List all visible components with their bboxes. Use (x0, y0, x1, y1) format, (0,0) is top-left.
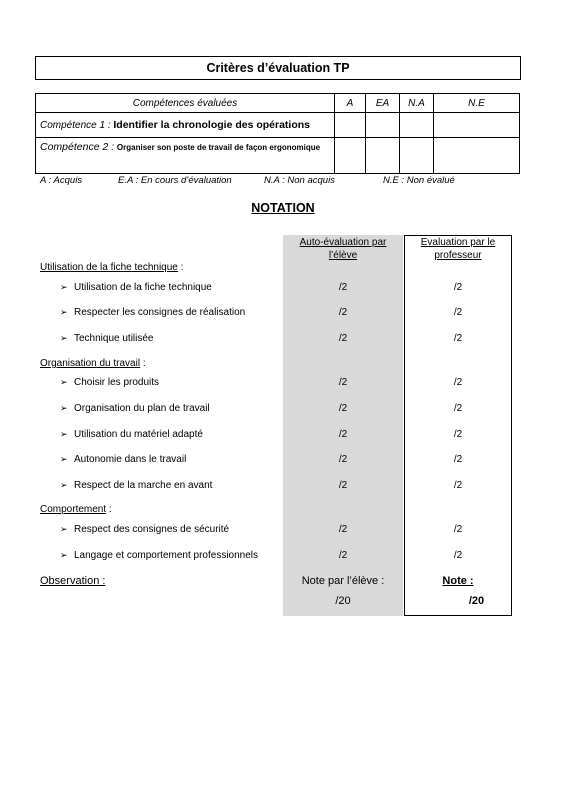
teacher-score[interactable]: /2 (453, 282, 463, 293)
arrow-bullet-icon: ➢ (60, 480, 68, 490)
teacher-score[interactable]: /2 (453, 524, 463, 535)
list-item: ➢ Langage et comportement professionnels (60, 550, 259, 561)
arrow-bullet-icon: ➢ (60, 403, 68, 413)
list-item: ➢ Respecter les consignes de réalisation (60, 307, 246, 318)
list-item: ➢ Choisir les produits (60, 377, 160, 388)
list-item: ➢ Utilisation de la fiche technique (60, 282, 212, 293)
legend-ne: N.E : Non évalué (383, 175, 455, 186)
arrow-bullet-icon: ➢ (60, 454, 68, 464)
list-item: ➢ Autonomie dans le travail (60, 454, 187, 465)
self-score[interactable]: /2 (338, 307, 348, 318)
teacher-score[interactable]: /2 (453, 429, 463, 440)
observation-label: Observation : (40, 575, 106, 587)
competence-1-ea-cell[interactable] (366, 113, 400, 138)
arrow-bullet-icon: ➢ (60, 307, 68, 317)
list-item: ➢ Utilisation du matériel adapté (60, 429, 203, 440)
self-score[interactable]: /2 (338, 550, 348, 561)
teacher-score[interactable]: /2 (453, 403, 463, 414)
competence-2-ne-cell[interactable] (434, 138, 520, 174)
teacher-score[interactable]: /2 (453, 377, 463, 388)
student-total[interactable]: /20 (335, 595, 351, 607)
teacher-eval-header: Evaluation par le professeur (420, 237, 496, 261)
col-ea: EA (366, 94, 400, 113)
self-eval-header: Auto-évaluation par l’élève (299, 237, 387, 261)
legend-na: N.A : Non acquis (264, 175, 335, 186)
arrow-bullet-icon: ➢ (60, 282, 68, 292)
list-item: ➢ Technique utilisée (60, 333, 154, 344)
arrow-bullet-icon: ➢ (60, 429, 68, 439)
teacher-note-label: Note : (442, 575, 474, 587)
self-score[interactable]: /2 (338, 480, 348, 491)
teacher-score[interactable]: /2 (453, 333, 463, 344)
list-item: ➢ Respect de la marche en avant (60, 480, 213, 491)
teacher-score[interactable]: /2 (453, 550, 463, 561)
self-score[interactable]: /2 (338, 333, 348, 344)
competence-2: Compétence 2 : Organiser son poste de travail de façon ergonomique (36, 138, 335, 174)
student-note-label: Note par l’élève : (301, 575, 385, 587)
teacher-score[interactable]: /2 (453, 454, 463, 465)
self-score[interactable]: /2 (338, 524, 348, 535)
list-item: ➢ Respect des consignes de sécurité (60, 524, 230, 535)
competence-2-ea-cell[interactable] (366, 138, 400, 174)
legend-a: A : Acquis (40, 175, 83, 186)
arrow-bullet-icon: ➢ (60, 524, 68, 534)
competence-2-na-cell[interactable] (400, 138, 434, 174)
notation-heading: NOTATION (251, 201, 315, 215)
page-title: Critères d’évaluation TP (35, 56, 521, 80)
self-score[interactable]: /2 (338, 454, 348, 465)
competence-1-ne-cell[interactable] (434, 113, 520, 138)
self-score[interactable]: /2 (338, 403, 348, 414)
legend-ea: E.A : En cours d’évaluation (118, 175, 232, 186)
arrow-bullet-icon: ➢ (60, 550, 68, 560)
col-na: N.A (400, 94, 434, 113)
competence-1-na-cell[interactable] (400, 113, 434, 138)
competence-1: Compétence 1 : Identifier la chronologie des opérations (36, 113, 335, 138)
list-item: ➢ Organisation du plan de travail (60, 403, 210, 414)
col-ne: N.E (434, 94, 520, 113)
col-a: A (335, 94, 366, 113)
teacher-score[interactable]: /2 (453, 480, 463, 491)
teacher-total[interactable]: /20 (468, 595, 485, 607)
competences-header: Compétences évaluées (36, 94, 335, 113)
self-score[interactable]: /2 (338, 377, 348, 388)
competence-2-a-cell[interactable] (335, 138, 366, 174)
arrow-bullet-icon: ➢ (60, 377, 68, 387)
competence-1-a-cell[interactable] (335, 113, 366, 138)
section-title: Organisation du travail : (40, 358, 146, 369)
section-title: Comportement : (40, 504, 112, 515)
self-score[interactable]: /2 (338, 429, 348, 440)
competences-table (35, 93, 520, 174)
self-score[interactable]: /2 (338, 282, 348, 293)
arrow-bullet-icon: ➢ (60, 333, 68, 343)
section-title: Utilisation de la fiche technique : (40, 262, 184, 273)
teacher-score[interactable]: /2 (453, 307, 463, 318)
